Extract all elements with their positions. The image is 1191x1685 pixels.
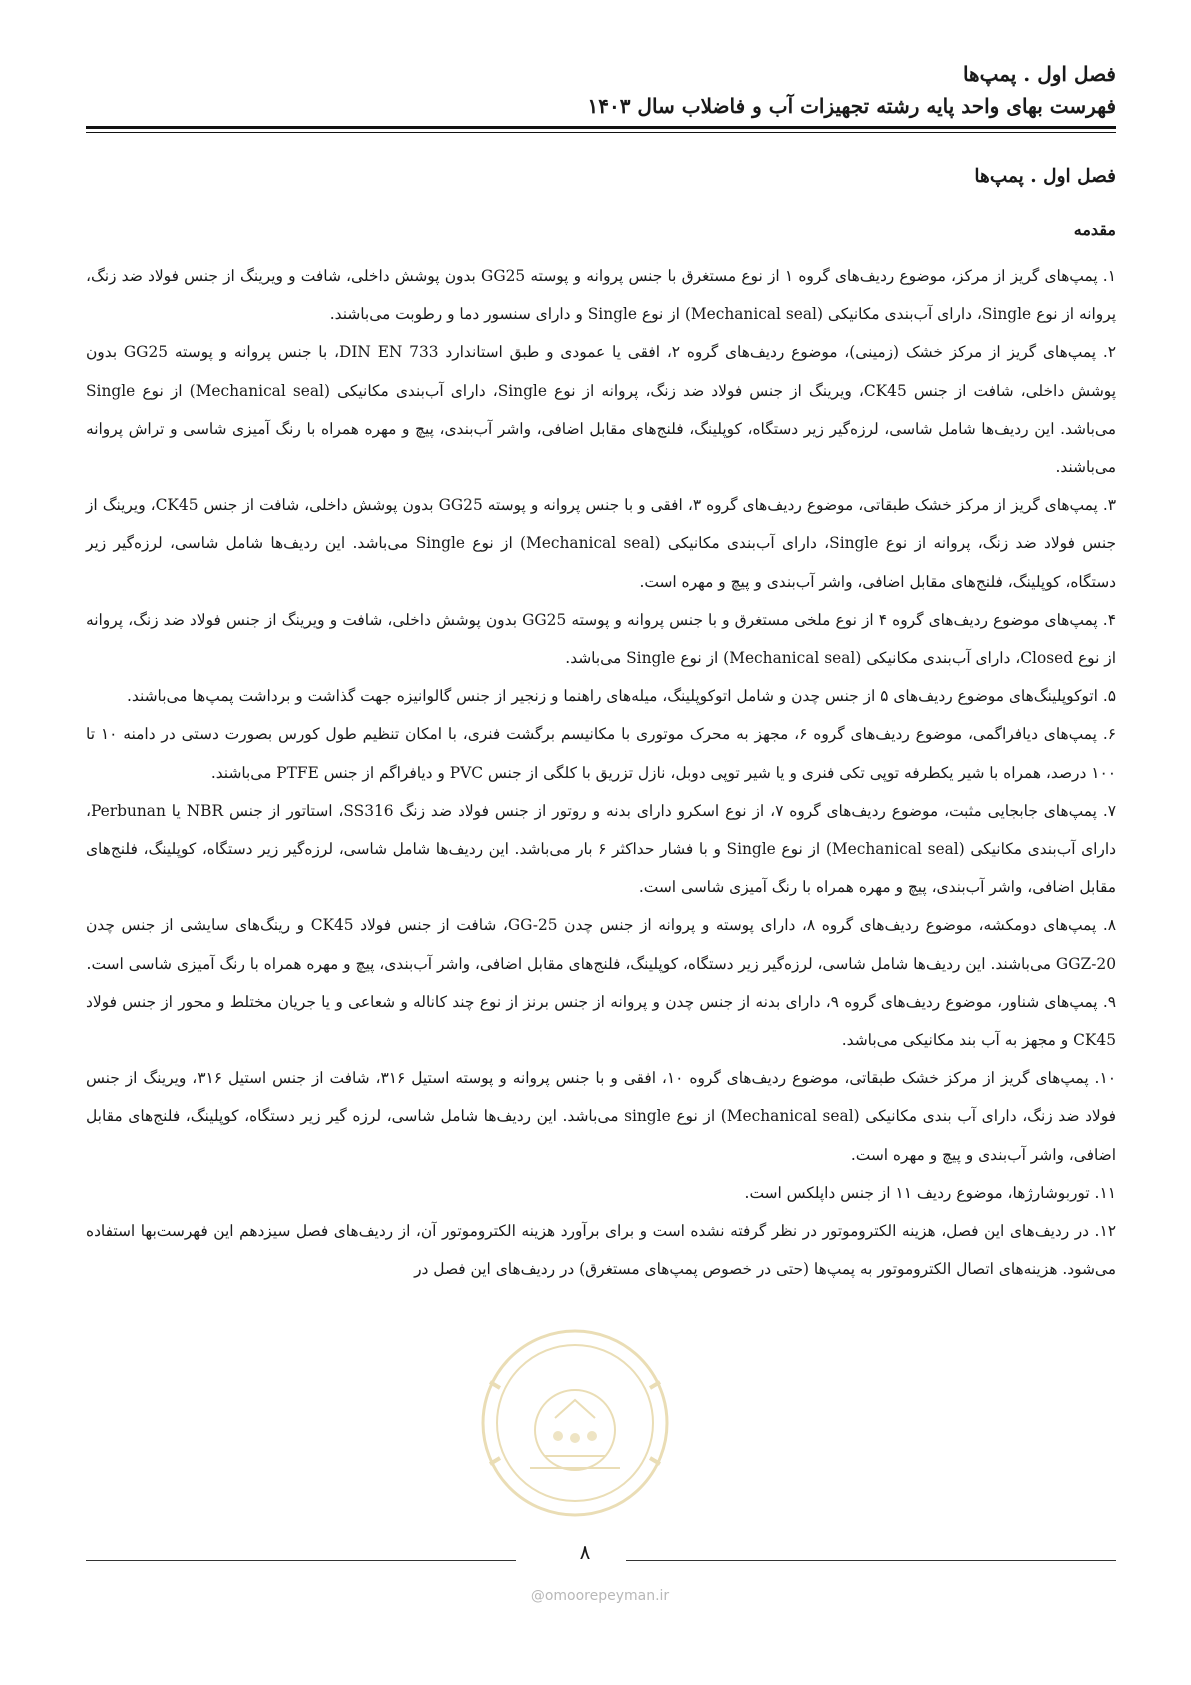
- section-title: فصل اول . پمپ‌ها: [974, 166, 1116, 187]
- page-number: ۸: [579, 1540, 591, 1564]
- footer-rule-right: [626, 1560, 1116, 1561]
- paragraph: ۱. پمپ‌های گریز از مرکز، موضوع ردیف‌های گروه ۱ از نوع مستغرق با جنس پروانه و پوسته GG25 بدون پوشش داخلی، شافت و ویرینگ از جنس فولاد ضد زنگ، پروانه از نوع Single، دارای آب‌بندی مکانیکی (Mechanical seal) از نوع Single و دارای سنسور دما و رطوبت می‌باشند.: [86, 267, 1116, 324]
- paragraph: ۵. اتوکوپلینگ‌های موضوع ردیف‌های ۵ از جنس چدن و شامل اتوکوپلینگ، میله‌های راهنما و زنجیر از جنس گالوانیزه جهت گذاشت و برداشت پمپ‌ها می‌باشند.: [127, 687, 1116, 706]
- footer-rule-left: [86, 1560, 516, 1561]
- paragraph: ۲. پمپ‌های گریز از مرکز خشک (زمینی)، موضوع ردیف‌های گروه ۲، افقی یا عمودی و طبق استاندارد DIN EN 733، با جنس پروانه و پوسته GG25 بدون پوشش داخلی، شافت از جنس CK45، ویرینگ از جنس فولاد ضد زنگ، پروانه از نوع Single، دارای آب‌بندی مکانیکی (Mechanical seal) از نوع Single می‌باشد. این ردیف‌ها شامل شاسی، لرزه‌گیر زیر دستگاه، کوپلینگ، فلنج‌های مقابل اضافی، واشر آب‌بندی، پیچ و مهره همراه با رنگ آمیزی شاسی و تراش پروانه می‌باشند.: [86, 343, 1117, 477]
- paragraph: ۱۱. توربوشارژها، موضوع ردیف ۱۱ از جنس داپلکس است.: [744, 1183, 1116, 1202]
- paragraph: ۱۰. پمپ‌های گریز از مرکز خشک طبقاتی، موضوع ردیف‌های گروه ۱۰، افقی و با جنس پروانه و پوسته استیل ۳۱۶، شافت از جنس استیل ۳۱۶، ویرینگ از جنس فولاد ضد زنگ، دارای آب بندی مکانیکی (Mechanical seal) از نوع single می‌باشد. این ردیف‌ها شامل شاسی، لرزه گیر زیر دستگاه، کوپلینگ، فلنج‌های مقابل اضافی، واشر آب‌بندی و پیچ و مهره است.: [86, 1069, 1117, 1164]
- header-list-title: فهرست بهای واحد پایه رشته تجهیزات آب و فاضلاب سال ۱۴۰۳: [587, 94, 1116, 118]
- paragraph: ۳. پمپ‌های گریز از مرکز خشک طبقاتی، موضوع ردیف‌های گروه ۳، افقی و با جنس پروانه و پوسته GG25 بدون پوشش داخلی، شافت از جنس CK45، ویرینگ از جنس فولاد ضد زنگ، پروانه از نوع Single، دارای آب‌بندی مکانیکی (Mechanical seal) از نوع Single می‌باشد. این ردیف‌ها شامل شاسی، لرزه‌گیر زیر دستگاه، کوپلینگ، فلنج‌های مقابل اضافی، واشر آب‌بندی و پیچ و مهره است.: [86, 496, 1117, 591]
- paragraph: ۹. پمپ‌های شناور، موضوع ردیف‌های گروه ۹، دارای بدنه از جنس چدن و پروانه از جنس برنز از نوع چند کاناله و شعاعی و یا جریان مختلط و محور از جنس فولاد CK45 و مجهز به آب بند مکانیکی می‌باشد.: [86, 992, 1116, 1050]
- running-header: [86, 58, 1116, 122]
- paragraph: ۶. پمپ‌های دیافراگمی، موضوع ردیف‌های گروه ۶، مجهز به محرک موتوری با مکانیسم برگشت فنری، با امکان تنظیم طول کورس بصورت دستی در دامنه ۱۰ تا ۱۰۰ درصد، همراه با شیر یکطرفه توپی تکی فنری و یا شیر توپی دوبل، نازل تزریق با کلگی از جنس PVC و دیافراگم از جنس PTFE می‌باشند.: [86, 725, 1116, 782]
- paragraph: ۷. پمپ‌های جابجایی مثبت، موضوع ردیف‌های گروه ۷، از نوع اسکرو دارای بدنه و روتور از جنس فولاد ضد زنگ SS316، استاتور از جنس NBR یا Perbunan، دارای آب‌بندی مکانیکی (Mechanical seal) از نوع Single و با فشار حداکثر ۶ بار می‌باشد. این ردیف‌ها شامل شاسی، لرزه‌گیر زیر دستگاه، کوپلینگ، فلنج‌های مقابل اضافی، واشر آب‌بندی، پیچ و مهره همراه با رنگ آمیزی شاسی است.: [86, 801, 1117, 897]
- footer-site-handle: @omoorepeyman.ir: [530, 1588, 670, 1604]
- header-double-rule: [86, 126, 1116, 133]
- body-text: [86, 257, 1116, 1288]
- intro-heading: مقدمه: [1073, 220, 1116, 239]
- header-chapter: فصل اول . پمپ‌ها: [962, 62, 1116, 86]
- paragraph: ۱۲. در ردیف‌های این فصل، هزینه الکتروموتور در نظر گرفته نشده است و برای برآورد هزینه الکتروموتور آن، از ردیف‌های فصل سیزدهم این فهرست‌بها استفاده می‌شود. هزینه‌های اتصال الکتروموتور به پمپ‌ها (حتی در خصوص پمپ‌های مستغرق) در ردیف‌های این فصل در: [86, 1222, 1116, 1279]
- watermark-seal-icon: [470, 1318, 680, 1528]
- paragraph: ۴. پمپ‌های موضوع ردیف‌های گروه ۴ از نوع ملخی مستغرق و با جنس پروانه و پوسته GG25 بدون پوشش داخلی، شافت و ویرینگ از جنس فولاد ضد زنگ، پروانه از نوع Closed، دارای آب‌بندی مکانیکی (Mechanical seal) از نوع Single می‌باشد.: [86, 610, 1116, 668]
- paragraph: ۸. پمپ‌های دومکشه، موضوع ردیف‌های گروه ۸، دارای پوسته و پروانه از جنس چدن GG-25، شافت از جنس فولاد CK45 و رینگ‌های سایشی از جنس چدن GGZ-20 می‌باشند. این ردیف‌ها شامل شاسی، لرزه‌گیر زیر دستگاه، کوپلینگ، فلنج‌های مقابل اضافی، واشر آب‌بندی، پیچ و مهره همراه با رنگ آمیزی شاسی است.: [86, 916, 1116, 973]
